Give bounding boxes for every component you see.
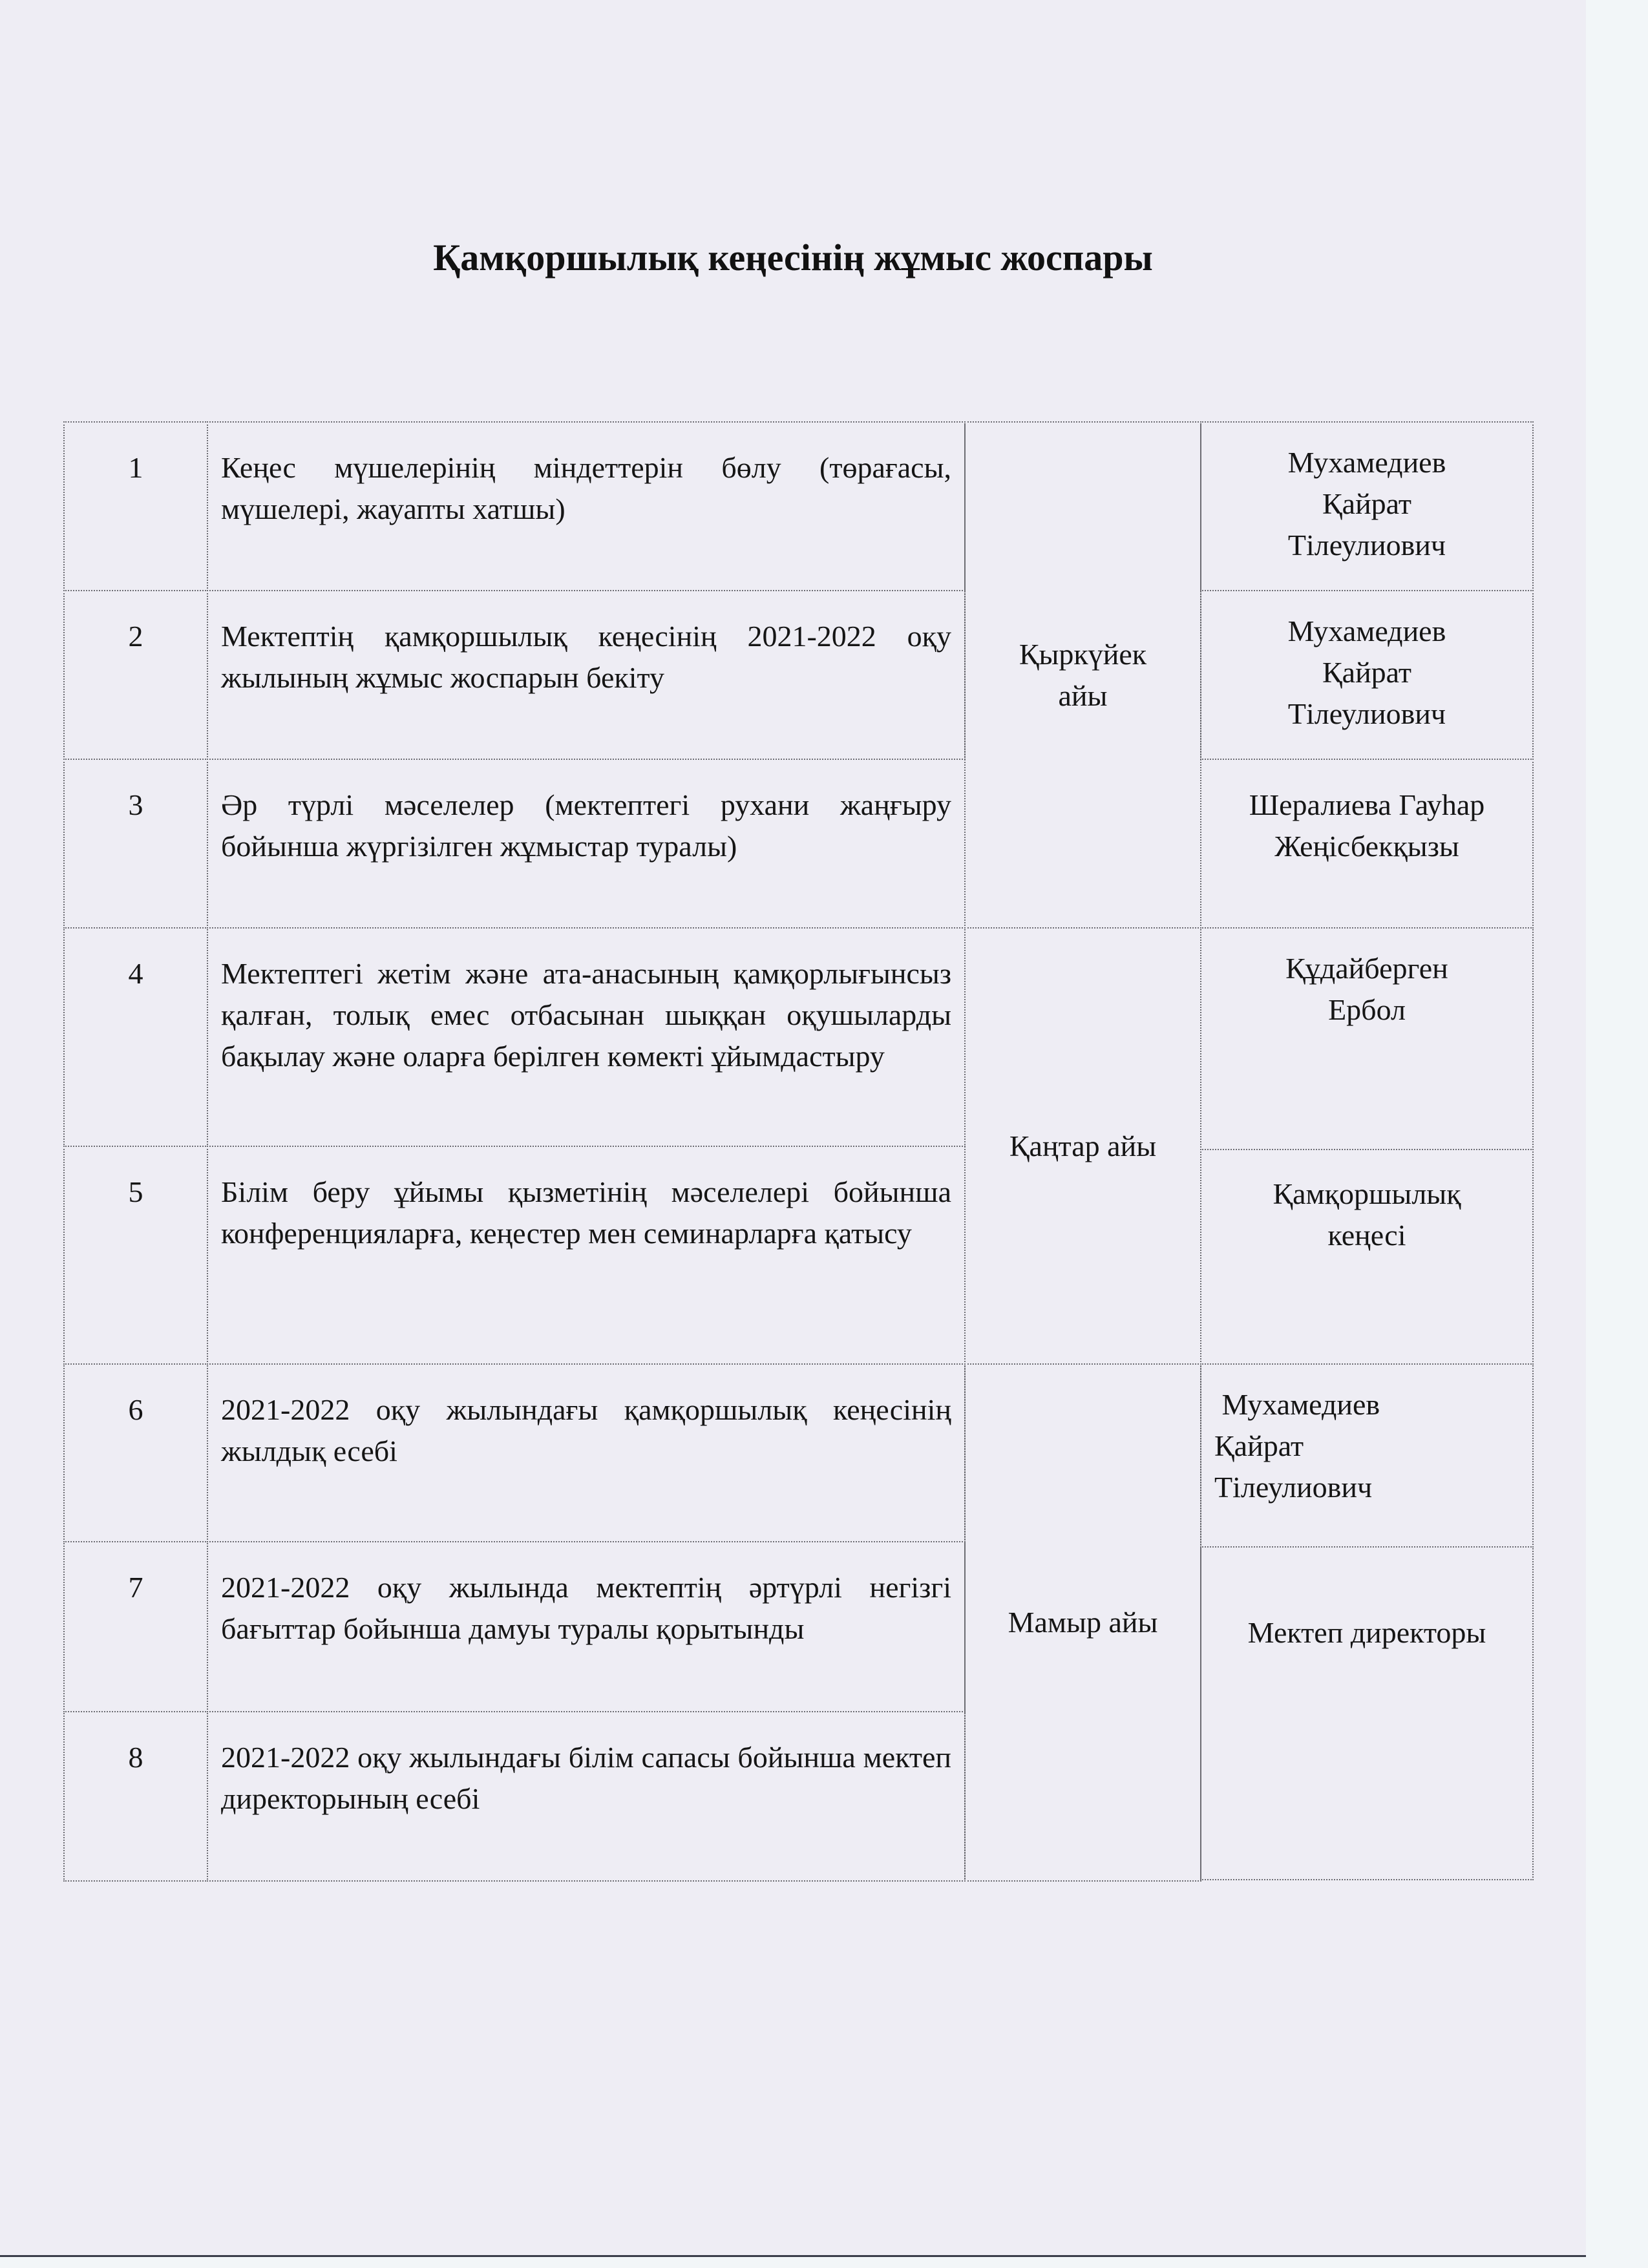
responsible-line: Қайрат [1214, 1429, 1304, 1462]
row-number: 1 [63, 421, 208, 591]
responsible-line: Қайрат [1322, 487, 1412, 520]
responsible-person [1200, 759, 1534, 929]
responsible-line: Құдайберген [1285, 952, 1448, 985]
task-description: 2021-2022 оқу жылында мектептің әртүрлі негізгі бағыттар бойынша дамуы туралы қорытынды [207, 1541, 966, 1712]
responsible-line: Тілеулиович [1287, 529, 1446, 562]
row-number: 2 [63, 590, 208, 760]
responsible-line: Тілеулиович [1287, 697, 1446, 730]
task-description: 2021-2022 оқу жылындағы білім сапасы бойынша мектеп директорының есебі [207, 1711, 966, 1882]
row-number: 6 [63, 1363, 208, 1542]
responsible-person [1200, 927, 1534, 1150]
responsible-person [1200, 1149, 1534, 1365]
month-september [964, 421, 1201, 929]
responsible-line: Қайрат [1322, 656, 1412, 689]
responsible-person [1200, 421, 1534, 591]
task-description: 2021-2022 оқу жылындағы қамқоршылық кеңесінің жылдық есебі [207, 1363, 966, 1542]
responsible-person [1200, 590, 1534, 760]
task-description: Білім беру ұйымы қызметінің мәселелері бойынша конференцияларға, кеңестер мен семинарларға қатысу [207, 1146, 966, 1365]
task-description: Әр түрлі мәселелер (мектептегі рухани жаңғыру бойынша жүргізілген жұмыстар туралы) [207, 759, 966, 929]
row-number: 5 [63, 1146, 208, 1365]
month-january [964, 927, 1201, 1365]
responsible-line: Мухамедиев [1214, 1388, 1380, 1421]
row-number: 4 [63, 927, 208, 1147]
month-line: Қыркүйек [1019, 637, 1147, 671]
responsible-line: Тілеулиович [1214, 1471, 1373, 1504]
responsible-person [1200, 1363, 1534, 1548]
responsible-line: Қамқоршылық [1273, 1177, 1461, 1210]
month-line: Мамыр айы [1008, 1606, 1158, 1639]
responsible-line: Ербол [1328, 993, 1406, 1026]
row-number: 7 [63, 1541, 208, 1712]
responsible-line: кеңесі [1327, 1219, 1406, 1252]
row-number: 8 [63, 1711, 208, 1882]
responsible-line: Мухамедиев [1287, 614, 1446, 647]
month-may [964, 1363, 1201, 1882]
responsible-person [1200, 1546, 1534, 1880]
task-description: Кеңес мүшелерінің міндеттерін бөлу (төрағасы, мүшелері, жауапты хатшы) [207, 421, 966, 591]
month-line: айы [1058, 678, 1108, 712]
document-title: Қамқоршылық кеңесінің жұмыс жоспары [433, 236, 1153, 278]
responsible-line: Жеңісбекқызы [1274, 830, 1459, 863]
task-description: Мектептегі жетім және ата-анасының қамқорлығынсыз қалған, толық емес отбасынан шыққан оқушыларды бақылау және оларға берілген көмекті ұйымдастыру [207, 927, 966, 1147]
month-line: Қаңтар айы [1009, 1129, 1157, 1162]
task-description: Мектептің қамқоршылық кеңесінің 2021-2022 оқу жылының жұмыс жоспарын бекіту [207, 590, 966, 760]
responsible-line: Шералиева Гауһар [1249, 788, 1485, 821]
responsible-line: Мухамедиев [1287, 446, 1446, 479]
responsible-line: Мектеп директоры [1247, 1616, 1486, 1649]
row-number: 3 [63, 759, 208, 929]
